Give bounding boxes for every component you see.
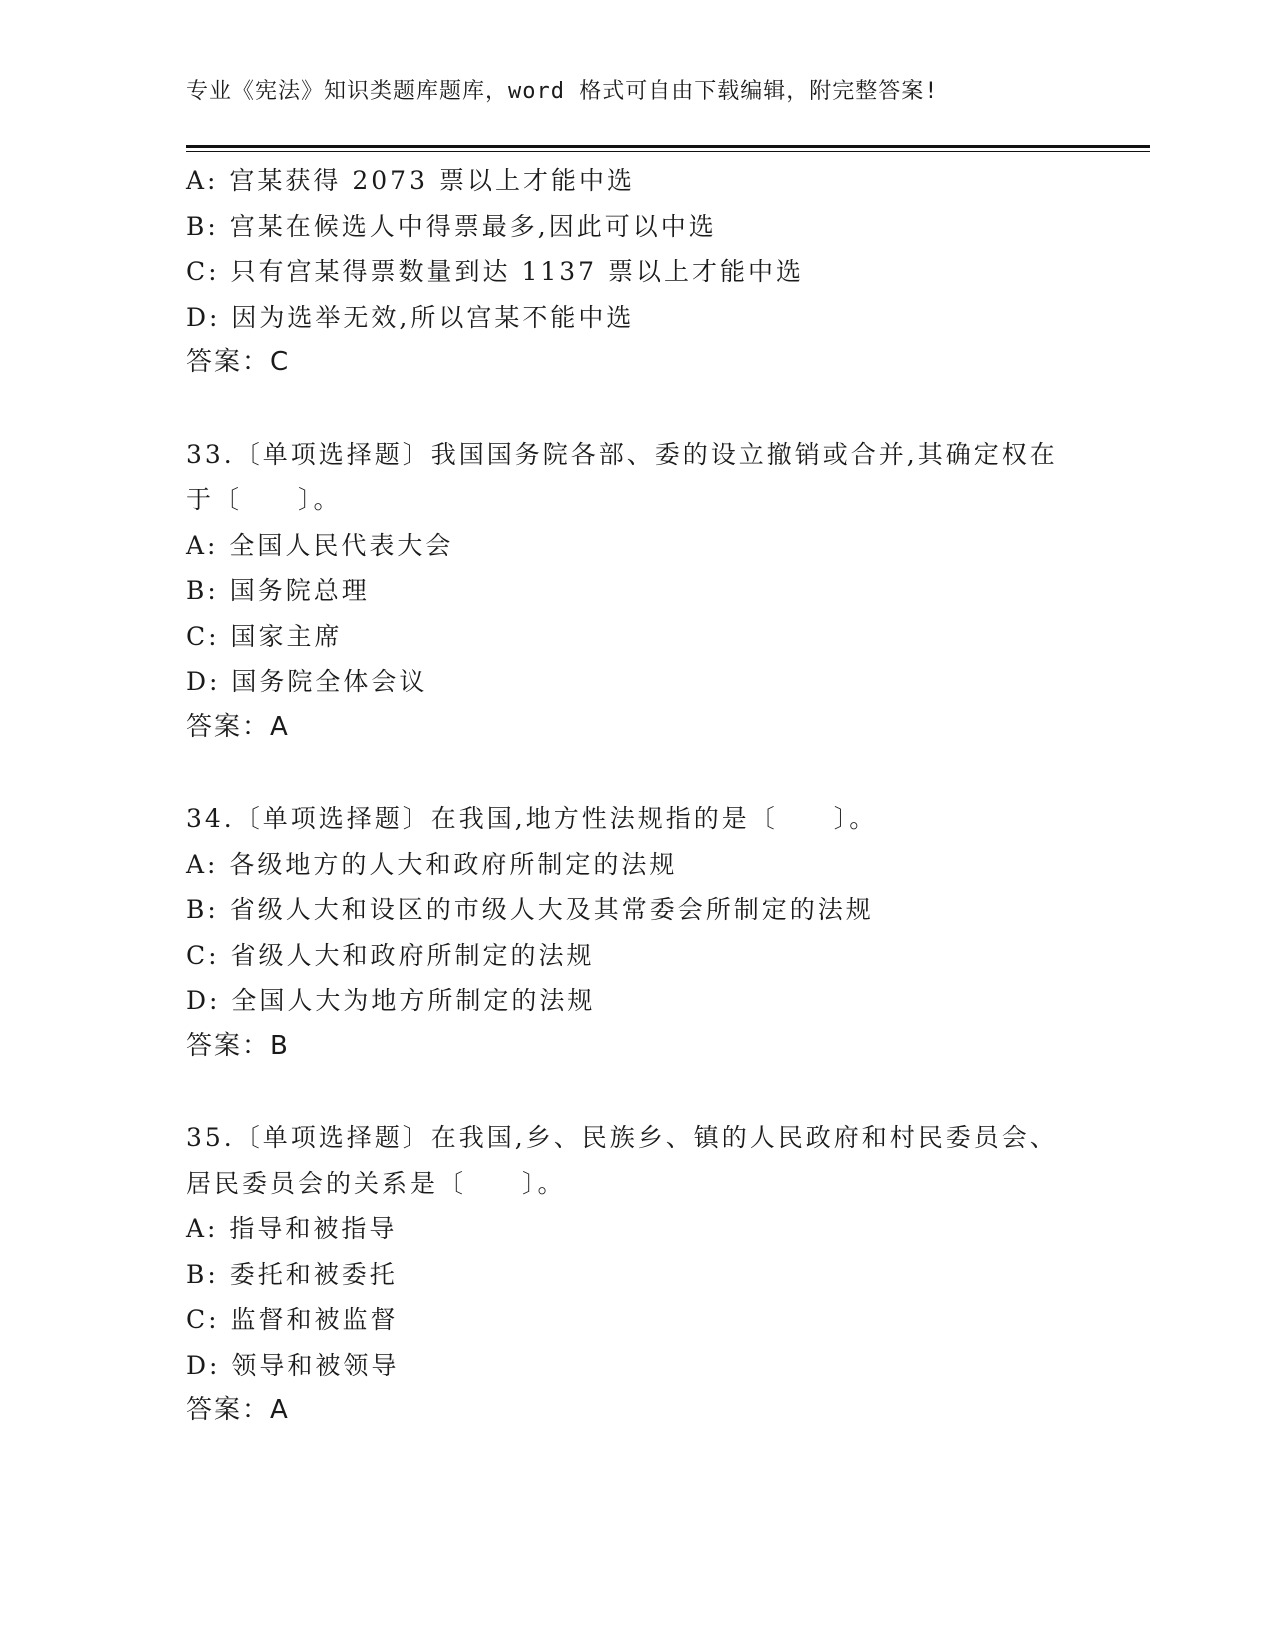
question-content [186,158,1066,1434]
question-text: 33.〔单项选择题〕我国国务院各部、委的设立撤销或合并,其确定权在于〔 〕。 [186,439,1058,514]
option-a: A: 全国人民代表大会 [186,530,454,560]
header-note: 专业《宪法》知识类题库题库，word 格式可自由下载编辑，附完整答案! [186,79,939,104]
question-33 [186,432,1066,751]
option-d: D: 国务院全体会议 [186,667,428,696]
question-35 [186,1115,1066,1434]
spacer [186,750,1066,796]
question-text: 35.〔单项选择题〕在我国,乡、民族乡、镇的人民政府和村民委员会、居民委员会的关系是〔 〕。 [186,1123,1058,1198]
option-c: C: 监督和被监督 [186,1305,399,1334]
answer-label: 答案：A [186,711,290,742]
option-b: B: 委托和被委托 [186,1259,398,1289]
option-c: C: 国家主席 [186,621,343,651]
header-rule-thin [186,151,1150,152]
option-a: A: 宫某获得 2073 票以上才能中选 [186,166,635,195]
option-b: B: 省级人大和设区的市级人大及其常委会所制定的法规 [186,895,874,924]
option-b: B: 国务院总理 [186,576,370,605]
header-rule-thick [186,145,1150,148]
question-32 [186,158,1066,386]
option-d: D: 领导和被领导 [186,1350,400,1380]
spacer [186,386,1066,432]
answer-label: 答案：B [186,1030,290,1061]
question-text: 34.〔单项选择题〕在我国,地方性法规指的是〔 〕。 [186,804,878,833]
answer-label: 答案：A [186,1395,290,1425]
option-c: C: 省级人大和政府所制定的法规 [186,940,595,970]
option-d: D: 全国人大为地方所制定的法规 [186,986,596,1015]
option-b: B: 宫某在候选人中得票最多,因此可以中选 [186,211,717,241]
spacer [186,1069,1066,1115]
question-34 [186,796,1066,1069]
option-c: C: 只有宫某得票数量到达 1137 票以上才能中选 [186,257,805,286]
option-a: A: 各级地方的人大和政府所制定的法规 [186,849,678,879]
option-a: A: 指导和被指导 [186,1214,398,1243]
answer-label: 答案：C [186,347,291,377]
option-d: D: 因为选举无效,所以宫某不能中选 [186,302,635,332]
